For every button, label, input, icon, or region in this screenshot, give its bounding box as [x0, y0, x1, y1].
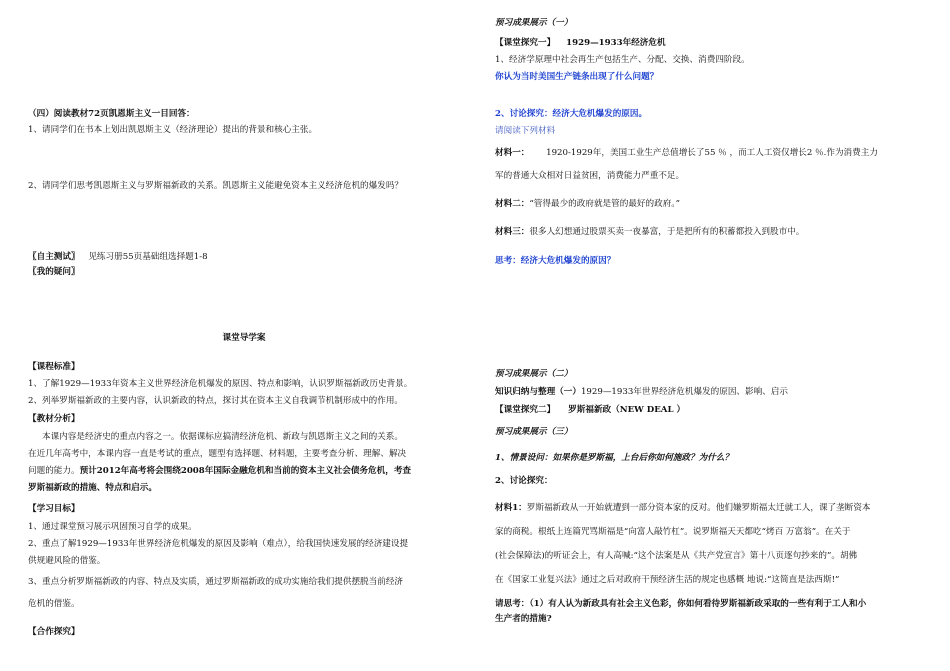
material-1b-line-c: (社会保障法)的听证会上，有人高喊:“这个法案是从《共产党宣言》第十八页逐句抄来的”。胡佛	[495, 551, 858, 561]
my-questions-label: 〖我的疑问〗	[28, 267, 80, 277]
goals-label: 【学习目标】	[28, 504, 80, 514]
inquiry-1-line	[495, 37, 666, 49]
goal-1: 1、通过课堂预习展示巩固预习自学的成果。	[28, 522, 197, 532]
material-3-line	[495, 226, 804, 238]
discussion-1: 2、讨论探究：经济大危机爆发的原因。	[495, 109, 648, 119]
analysis-line-3-text: 问题的能力。	[28, 466, 80, 476]
goal-3a: 3、重点分析罗斯福新政的内容、特点及实质，通过罗斯福新政的成功实施给我们提供摆脱当前经济	[28, 577, 404, 587]
preview-2: 预习成果展示（二）	[495, 369, 573, 379]
think-2-label: 请思考：	[495, 599, 530, 609]
analysis-label: 【教材分析】	[28, 414, 80, 424]
q4-question-2: 2、请同学们思考凯恩斯主义与罗斯福新政的关系。凯恩斯主义能避免资本主义经济危机的爆发吗？	[28, 181, 404, 191]
material-3-label: 材料三：	[495, 227, 530, 237]
material-2-text: “管得最少的政府就是管的最好的政府。”	[529, 199, 680, 209]
guide-title: 课堂导学案	[222, 333, 266, 343]
q4-question-1: 1、请同学们在书本上划出凯恩斯主义（经济理论）提出的背景和核心主张。	[28, 125, 318, 135]
standard-label: 【课程标准】	[28, 362, 80, 372]
q4-heading: （四）阅读教材72页凯恩斯主义一目回答：	[28, 109, 195, 119]
read-material: 请阅读下列材料	[495, 126, 556, 136]
self-test-text: 见练习册55页基础组选择题1-8	[88, 252, 208, 262]
material-2-line	[495, 198, 680, 210]
goal-2a: 2、重点了解1929—1933年世界经济危机爆发的原因及影响（难点），给我国快速发展的经济建设提	[28, 539, 409, 549]
material-1b-label: 材料1：	[495, 503, 527, 513]
knowledge-label: 知识归纳与整理（一）	[495, 387, 581, 397]
self-test-line	[28, 251, 208, 263]
goal-2b: 供规避风险的借鉴。	[28, 556, 106, 566]
material-3-text: 很多人幻想通过股票买卖一夜暴富，于是把所有的积蓄都投入到股市中。	[529, 227, 805, 237]
inquiry-2-line	[495, 404, 685, 416]
analysis-line-1: 本课内容是经济史的重点内容之一。依据课标应搞清经济危机、新政与凯恩斯主义之间的关系。	[42, 432, 403, 442]
material-2-label: 材料二：	[495, 199, 530, 209]
think-2-line-b: 生产者的措施?	[495, 614, 552, 624]
knowledge-text: 1929—1933年世界经济危机爆发的原因、影响、启示	[580, 387, 788, 397]
preview-1: 预习成果展示（一）	[495, 18, 573, 28]
analysis-line-2: 在近几年高考中，本课内容一直是考试的重点，题型有选择题、材料题，主要考查分析、理解、解决	[28, 449, 407, 459]
think-1: 思考：经济大危机爆发的原因？	[495, 256, 616, 266]
material-1-label: 材料一：	[495, 148, 530, 158]
standard-2: 2、列举罗斯福新政的主要内容，认识新政的特点，探讨其在资本主义自我调节机制形成中的作用。	[28, 396, 404, 406]
material-1b-line-a	[495, 502, 871, 514]
goal-3b: 危机的借鉴。	[28, 599, 80, 609]
analysis-line-3-bold: 预计2012年高考将会围绕2008年国际金融危机和当前的资本主义社会债务危机，考查	[79, 466, 412, 476]
econ-stages: 1、经济学原理中社会再生产包括生产、分配、交换、消费四阶段。	[495, 55, 750, 65]
self-test-label: 〖自主测试〗	[28, 252, 80, 262]
inquiry-1-title: 1929—1933年经济危机	[566, 38, 666, 48]
knowledge-line	[495, 386, 788, 398]
material-1-line-a	[495, 147, 878, 159]
material-1b-text-a: 罗斯福新政从一开始就遭到一部分资本家的反对。他们嫌罗斯福太迁就工人，课了垄断资本	[526, 503, 871, 513]
think-2-text-a: （1）有人认为新政具有社会主义色彩，你如何看待罗斯福新政采取的一些有利于工人和小	[529, 599, 867, 609]
material-1b-line-d: 在《国家工业复兴法》通过之后对政府干预经济生活的规定也感概 地说:“这简直是法西斯!”	[495, 575, 840, 585]
analysis-line-4: 罗斯福新政的措施、特点和启示。	[28, 483, 157, 493]
analysis-line-3	[28, 465, 411, 477]
inquiry-1-label: 【课堂探究一】	[495, 38, 556, 48]
inquiry-2-label: 【课堂探究二】	[495, 405, 556, 415]
question-chain: 你认为当时美国生产链条出现了什么问题？	[495, 72, 659, 82]
standard-1: 1、了解1929—1933年资本主义世界经济危机爆发的原因、特点和影响，认识罗斯福新政历史背景。	[28, 379, 413, 389]
discussion-2: 2、讨论探究：	[495, 476, 553, 486]
material-1-text-a: 1920-1929年，美国工业生产总值增长了55 ％ ，而工人工资仅增长2 ％.作为消费主力	[546, 148, 878, 158]
preview-3: 预习成果展示（三）	[495, 427, 573, 437]
inquiry-2-title: 罗斯福新政（NEW DEAL ）	[568, 405, 686, 415]
coop-label: 【合作探究】	[28, 627, 80, 637]
scenario-question: 1、情景设问：如果你是罗斯福，上台后你如何施政？为什么？	[495, 453, 734, 463]
material-1-line-b: 军的普通大众相对日益贫困，消费能力严重不足。	[495, 171, 685, 181]
material-1b-line-b: 家的商税。根纸上连篇咒骂斯福是“向富人敲竹杠”。说罗斯福天天都吃“烤百 万富翁”。在关于	[495, 527, 851, 537]
think-2-line-a	[495, 598, 866, 610]
